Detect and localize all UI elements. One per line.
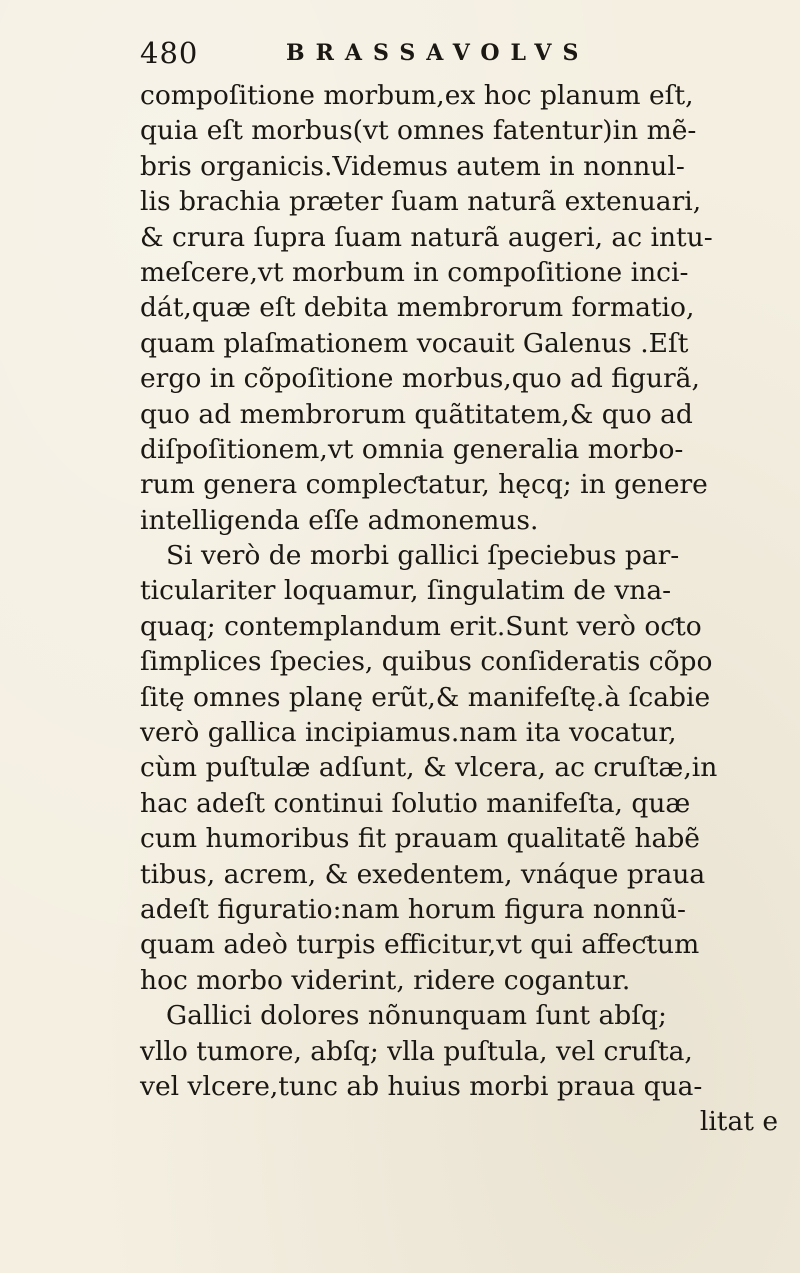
text-line: tibus, acrem, & exedentem, vnáque praua — [140, 858, 706, 890]
text-line: verò gallica incipiamus.nam ita vocatur, — [140, 717, 677, 749]
text-line: diſpoſitionem,vt omnia generalia morbo- — [140, 433, 684, 465]
text-line: hac adeſt continui ſolutio manifeſta, quæ — [140, 787, 691, 819]
text-line: lis brachia præter ſuam naturã extenuari, — [140, 186, 702, 218]
page-header — [140, 36, 760, 76]
body-text — [140, 78, 780, 1140]
text-line: quam adeò turpis efficitur,vt qui affeƈtum — [140, 929, 700, 961]
text-line: compoſitione morbum,ex hoc planum eſt, — [140, 80, 694, 111]
text-line: ticulariter loquamur, ſingulatim de vna- — [140, 575, 672, 607]
text-line: quam plaſmationem vocauit Galenus .Eſt — [140, 327, 689, 359]
text-line: Gallici dolores nõnunquam ſunt abſq; — [166, 1000, 667, 1032]
running-head: BRASSAVOLVS — [286, 40, 590, 66]
text-line: & crura ſupra ſuam naturã augeri, ac intu- — [140, 221, 713, 253]
catchword: litat e — [699, 1106, 778, 1138]
text-line: cùm puſtulæ adſunt, & vlcera, ac cruſtæ,in — [140, 752, 718, 784]
text-line: cum humoribus fit prauam qualitatẽ habẽ — [140, 823, 700, 855]
text-line: meſcere,vt morbum in compoſitione inci- — [140, 256, 689, 288]
text-line: intelligenda eſſe admonemus. — [140, 504, 539, 536]
text-line: hoc morbo viderint, ridere cogantur. — [140, 964, 631, 996]
text-line: rum genera compleƈtatur, hęcq; in genere — [140, 469, 708, 501]
text-line: ſimplices ſpecies, quibus conſideratis cõpo — [140, 646, 713, 678]
text-line: adeſt figuratio:nam horum figura nonnũ- — [140, 893, 687, 925]
text-line: quia eſt morbus(vt omnes fatentur)in mẽ- — [140, 115, 697, 147]
text-line: ſitę omnes planę erũt,& manifeſtę.à ſcabie — [140, 681, 711, 713]
text-line: vllo tumore, abſq; vlla puſtula, vel cruſta, — [140, 1035, 693, 1067]
page-number: 480 — [140, 36, 199, 70]
text-line: quo ad membrorum quãtitatem,& quo ad — [140, 398, 693, 430]
text-line: vel vlcere,tunc ab huius morbi praua qua- — [140, 1070, 703, 1102]
text-line: bris organicis.Videmus autem in nonnul- — [140, 150, 685, 182]
text-line: Si verò de morbi gallici ſpeciebus par- — [166, 540, 680, 572]
text-line: ergo in cõpoſitione morbus,quo ad figurã, — [140, 363, 700, 395]
text-line: dát,quæ eſt debita membrorum formatio, — [140, 292, 695, 324]
text-line: quaq; contemplandum erit.Sunt verò oƈto — [140, 610, 702, 642]
